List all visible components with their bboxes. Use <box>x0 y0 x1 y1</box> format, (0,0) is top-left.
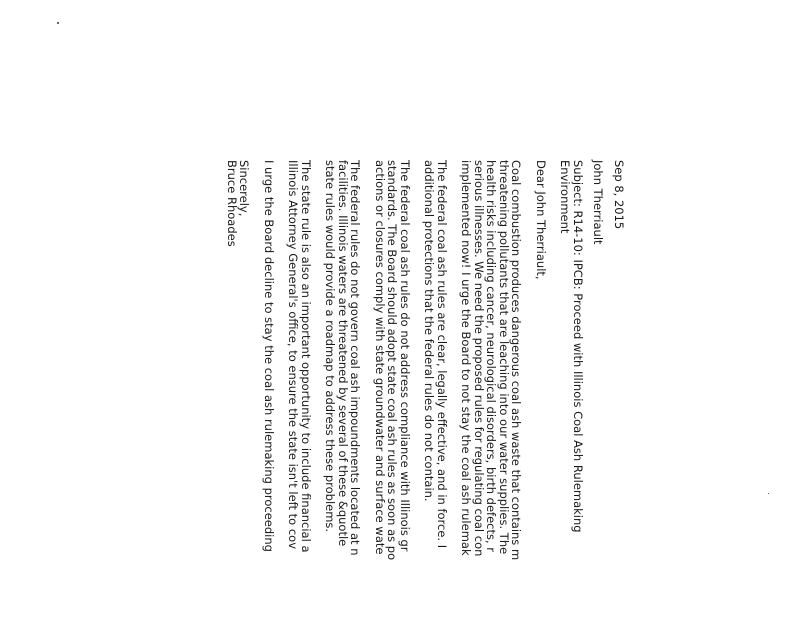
paragraph-line: Coal combustion produces dangerous coal ash waste that contains m <box>509 160 524 561</box>
scan-speck <box>768 493 769 494</box>
paragraph-line: threatening pollutants that are leaching into our water supplies. The <box>497 160 511 555</box>
paragraph-line: Illinois Attorney General's office, to ensure the state isn't left to cov <box>286 160 301 550</box>
letter-subject: Subject: R14-10: IPCB: Proceed with Illinois Coal Ash Rulemaking <box>571 160 585 533</box>
paragraph-line: The federal rules do not govern coal ash impoundments located at n <box>348 160 363 556</box>
letter-signature: Bruce Rhoades <box>225 160 239 247</box>
paragraph-line: health risks including cancer, neurological disorders, birth defects, r <box>484 160 499 553</box>
letter-date: Sep 8, 2015 <box>612 160 626 230</box>
paragraph-line: serious illnesses. We need the proposed rules for regulating coal con <box>472 160 486 557</box>
paragraph-line: The federal coal ash rules do not address compliance with Illinois gr <box>398 160 412 552</box>
scan-speck <box>57 22 59 24</box>
paragraph-2 <box>423 160 448 618</box>
paragraph-line: facilities. Illinois waters are threatened by several of these &quotle <box>336 160 350 547</box>
paragraph-4 <box>324 160 362 618</box>
paragraph-line: additional protections that the federal rules do not contain. <box>422 160 437 502</box>
letter-subject-continued: Environment <box>558 160 573 234</box>
paragraph-line: I urge the Board decline to stay the coal ash rulemaking proceeding <box>262 160 276 552</box>
paragraph-5 <box>287 160 312 618</box>
paragraph-line: standards. The Board should adopt state coal ash rules as soon as po <box>385 160 400 561</box>
paragraph-3 <box>374 160 412 618</box>
letter-body <box>226 160 626 618</box>
letter-recipient: John Therriault <box>591 160 606 245</box>
paragraph-line: state rules would provide a roadmap to address these problems. <box>323 160 338 533</box>
paragraph-line: actions or closures comply with state groundwater and surface wate <box>373 160 387 555</box>
paragraph-1 <box>460 160 523 618</box>
paragraph-line: The federal coal ash rules are clear, legally effective, and in force. I <box>435 160 449 549</box>
paragraph-line: implemented now! I urge the Board to not stay the coal ash rulemak <box>459 160 474 556</box>
letter-salutation: Dear John Therriault, <box>534 160 548 280</box>
paragraph-line: The state rule is also an important opportunity to include financial a <box>299 160 313 553</box>
paragraph-6 <box>263 160 276 618</box>
letter-closing: Sincerely, <box>237 160 252 217</box>
